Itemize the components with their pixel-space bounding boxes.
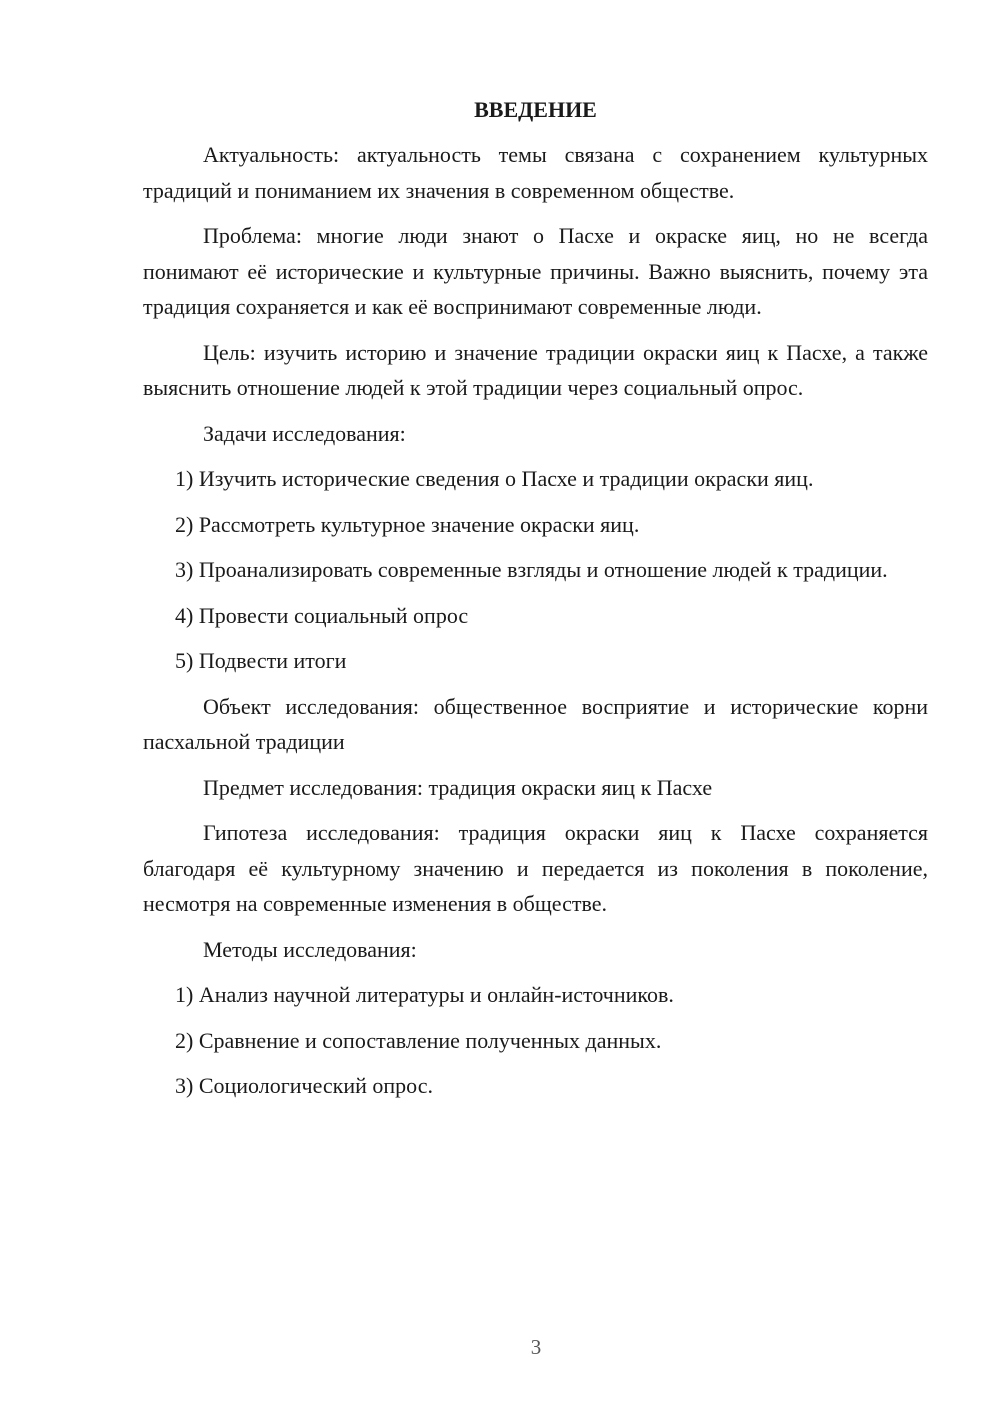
task-item: 4) Провести социальный опрос bbox=[175, 602, 469, 628]
task-item: 2) Рассмотреть культурное значение окраски яиц. bbox=[175, 511, 640, 537]
task-item: 5) Подвести итоги bbox=[175, 648, 347, 673]
problem-paragraph: Проблема: многие люди знают о Пасхе и окраске яиц, но не всегда понимают её исторические и культурные причины. Важно выяснить, почему эта традиция сохраняется и как её воспринимают современные люди. bbox=[143, 223, 928, 319]
object-paragraph: Объект исследования: общественное восприятие и исторические корни пасхальной традиции bbox=[143, 693, 928, 754]
goal-paragraph: Цель: изучить историю и значение традиции окраски яиц к Пасхе, а также выяснить отношение людей к этой традиции через социальный опрос. bbox=[143, 339, 928, 400]
methods-heading: Методы исследования: bbox=[203, 936, 417, 962]
page-number: 3 bbox=[530, 1335, 542, 1359]
method-item: 3) Социологический опрос. bbox=[175, 1073, 433, 1098]
subject-paragraph: Предмет исследования: традиция окраски яиц к Пасхе bbox=[203, 774, 713, 800]
task-item: 3) Проанализировать современные взгляды и отношение людей к традиции. bbox=[175, 557, 888, 582]
method-item: 2) Сравнение и сопоставление полученных данных. bbox=[175, 1027, 662, 1053]
hypothesis-paragraph: Гипотеза исследования: традиция окраски яиц к Пасхе сохраняется благодаря её культурному значению и передается из поколения в поколение, несмотря на современные изменения в обществе. bbox=[143, 820, 928, 916]
tasks-heading: Задачи исследования: bbox=[203, 420, 406, 446]
page-title: ВВЕДЕНИЕ bbox=[474, 97, 597, 122]
method-item: 1) Анализ научной литературы и онлайн-источников. bbox=[175, 982, 674, 1007]
relevance-paragraph: Актуальность: актуальность темы связана с сохранением культурных традиций и пониманием их значения в современном обществе. bbox=[143, 142, 928, 203]
task-item: 1) Изучить исторические сведения о Пасхе и традиции окраски яиц. bbox=[175, 466, 814, 491]
document-page bbox=[143, 92, 928, 1114]
